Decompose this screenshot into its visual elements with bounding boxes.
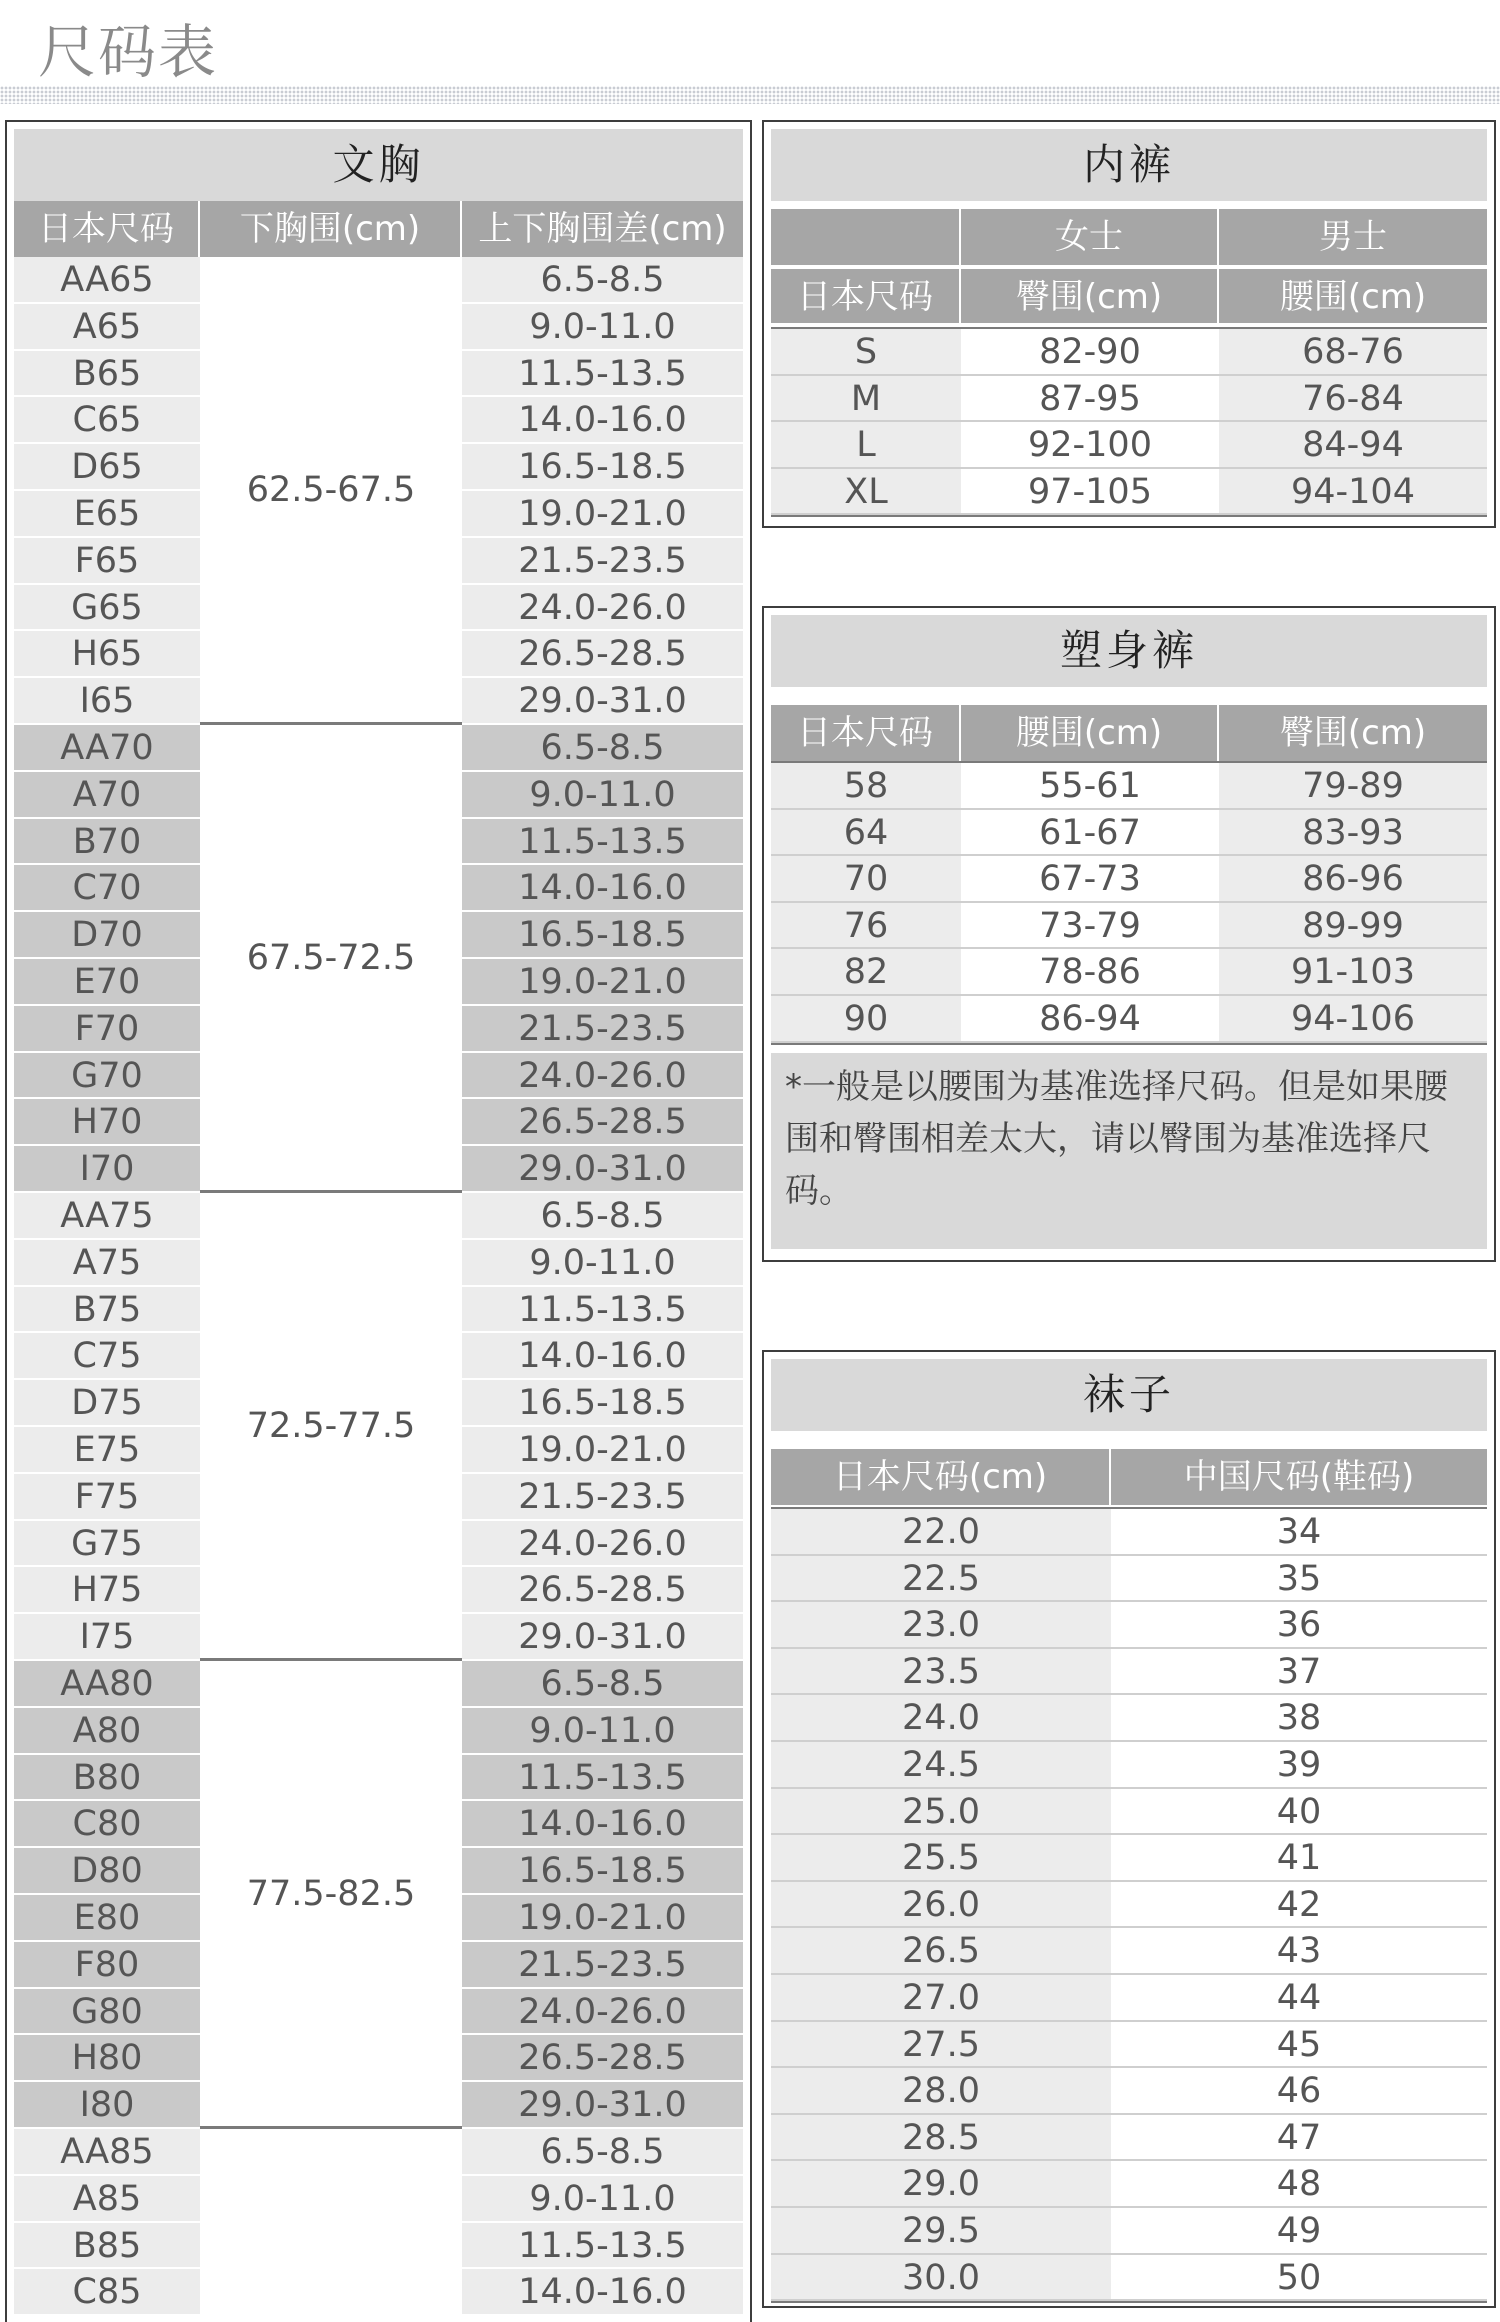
bra-difference-cell: 16.5-18.5	[462, 912, 743, 959]
shapewear-header-waist: 腰围(cm)	[961, 705, 1219, 761]
bra-underbust-cell: 72.5-77.5	[200, 1193, 462, 1658]
bra-size-group	[14, 257, 743, 725]
bra-size-group	[14, 1193, 743, 1661]
bra-difference-column	[462, 725, 743, 1190]
shapewear-table-row	[771, 810, 1487, 857]
shapewear-table-row	[771, 903, 1487, 950]
bra-size-cell: E65	[14, 491, 200, 538]
shapewear-table-row	[771, 949, 1487, 996]
bra-size-cell: E80	[14, 1895, 200, 1942]
panties-table-cell: L	[771, 422, 961, 467]
bra-header-underbust: 下胸围(cm)	[200, 201, 462, 257]
socks-table-cell: 26.5	[771, 1928, 1111, 1973]
panties-group-women: 女士	[961, 209, 1219, 265]
bra-difference-cell: 9.0-11.0	[462, 1708, 743, 1755]
bra-difference-cell: 26.5-28.5	[462, 2035, 743, 2082]
bra-difference-cell: 29.0-31.0	[462, 2082, 743, 2129]
socks-table-cell: 24.0	[771, 1695, 1111, 1740]
panties-panel-title: 内裤	[771, 129, 1487, 201]
bra-difference-column	[462, 1193, 743, 1658]
bra-size-column	[14, 1661, 200, 2126]
bra-size-cell: A65	[14, 304, 200, 351]
bra-size-group	[14, 725, 743, 1193]
bra-size-cell: I65	[14, 678, 200, 725]
socks-panel-title: 袜子	[771, 1359, 1487, 1431]
bra-size-cell: G75	[14, 1521, 200, 1568]
panties-table-body	[771, 327, 1487, 517]
socks-table-row	[771, 2115, 1487, 2162]
bra-difference-column	[462, 1661, 743, 2126]
socks-table-cell: 23.0	[771, 1602, 1111, 1647]
socks-table-cell: 40	[1111, 1789, 1487, 1834]
socks-table-cell: 35	[1111, 1556, 1487, 1601]
bra-difference-cell: 19.0-21.0	[462, 1427, 743, 1474]
bra-size-group	[14, 2129, 743, 2321]
bra-size-cell: E75	[14, 1427, 200, 1474]
bra-underbust-cell	[200, 2129, 462, 2321]
socks-table-cell: 22.0	[771, 1509, 1111, 1554]
bra-size-cell: G65	[14, 585, 200, 632]
bra-difference-cell: 9.0-11.0	[462, 2176, 743, 2223]
socks-table-header	[771, 1449, 1487, 1505]
bra-difference-cell: 9.0-11.0	[462, 304, 743, 351]
socks-table-cell: 44	[1111, 1975, 1487, 2020]
bra-difference-cell: 14.0-16.0	[462, 2269, 743, 2316]
bra-size-cell: I70	[14, 1146, 200, 1193]
panties-group-blank	[771, 209, 961, 265]
panties-table-cell: M	[771, 376, 961, 421]
socks-table-cell: 24.5	[771, 1742, 1111, 1787]
bra-size-cell: B75	[14, 1287, 200, 1334]
bra-difference-cell: 11.5-13.5	[462, 819, 743, 866]
socks-table-cell: 47	[1111, 2115, 1487, 2160]
socks-table-row	[771, 1975, 1487, 2022]
bra-size-cell: F65	[14, 538, 200, 585]
socks-table-cell: 29.0	[771, 2161, 1111, 2206]
shapewear-table-cell: 55-61	[961, 763, 1219, 808]
bra-difference-cell: 11.5-13.5	[462, 2223, 743, 2270]
panties-table-cell: 68-76	[1219, 329, 1487, 374]
socks-header-cn-size: 中国尺码(鞋码)	[1183, 1457, 1415, 1497]
socks-table-cell: 43	[1111, 1928, 1487, 1973]
bra-size-cell: B70	[14, 819, 200, 866]
title-divider	[0, 86, 1500, 104]
bra-size-cell: AA75	[14, 1193, 200, 1240]
bra-size-cell: AA65	[14, 257, 200, 304]
bra-difference-cell: 29.0-31.0	[462, 678, 743, 725]
bra-difference-cell: 14.0-16.0	[462, 1333, 743, 1380]
bra-difference-cell: 29.0-31.0	[462, 1146, 743, 1193]
bra-size-cell: F75	[14, 1474, 200, 1521]
socks-table-cell: 48	[1111, 2161, 1487, 2206]
shapewear-note: *一般是以腰围为基准选择尺码。但是如果腰围和臀围相差太大，请以臀围为基准选择尺码。	[771, 1053, 1487, 1249]
socks-table-row	[771, 1602, 1487, 1649]
bra-size-cell: C85	[14, 2269, 200, 2316]
bra-difference-cell: 6.5-8.5	[462, 1193, 743, 1240]
bra-size-cell: H75	[14, 1567, 200, 1614]
bra-size-cell: F70	[14, 1006, 200, 1053]
bra-size-cell: D65	[14, 444, 200, 491]
bra-difference-cell: 24.0-26.0	[462, 1989, 743, 2036]
socks-table-row	[771, 1509, 1487, 1556]
bra-difference-cell: 21.5-23.5	[462, 1474, 743, 1521]
panties-table-cell: 97-105	[961, 469, 1219, 514]
shapewear-table-cell: 78-86	[961, 949, 1219, 994]
bra-size-cell: AA85	[14, 2129, 200, 2176]
bra-underbust-cell: 77.5-82.5	[200, 1661, 462, 2126]
panties-table-header	[771, 267, 1487, 323]
bra-difference-cell: 19.0-21.0	[462, 959, 743, 1006]
bra-size-cell: C80	[14, 1801, 200, 1848]
socks-table-cell: 27.5	[771, 2022, 1111, 2067]
socks-table-cell: 39	[1111, 1742, 1487, 1787]
bra-size-cell: B65	[14, 351, 200, 398]
shapewear-table-cell: 86-96	[1219, 856, 1487, 901]
bra-size-cell: C65	[14, 397, 200, 444]
socks-table-cell: 34	[1111, 1509, 1487, 1554]
bra-size-cell: A80	[14, 1708, 200, 1755]
bra-difference-cell: 6.5-8.5	[462, 1661, 743, 1708]
socks-table-cell: 42	[1111, 1882, 1487, 1927]
shapewear-table-cell: 58	[771, 763, 961, 808]
bra-difference-cell: 21.5-23.5	[462, 1006, 743, 1053]
socks-table-row	[771, 1882, 1487, 1929]
bra-difference-cell: 21.5-23.5	[462, 538, 743, 585]
page-title: 尺码表	[38, 18, 219, 86]
socks-table-cell: 25.5	[771, 1835, 1111, 1880]
bra-size-cell: G80	[14, 1989, 200, 2036]
shapewear-table-cell: 70	[771, 856, 961, 901]
panties-table-row	[771, 376, 1487, 423]
shapewear-table-row	[771, 996, 1487, 1043]
bra-underbust-cell: 62.5-67.5	[200, 257, 462, 722]
panties-table-cell: 84-94	[1219, 422, 1487, 467]
panties-group-men: 男士	[1319, 217, 1387, 257]
socks-table-row	[771, 1742, 1487, 1789]
shapewear-table-cell: 89-99	[1219, 903, 1487, 948]
socks-header-jp-size: 日本尺码(cm)	[771, 1449, 1111, 1505]
socks-table-cell: 26.0	[771, 1882, 1111, 1927]
bra-table-body	[14, 257, 743, 2321]
bra-size-group	[14, 1661, 743, 2129]
socks-table-cell: 23.5	[771, 1649, 1111, 1694]
bra-size-cell: H65	[14, 631, 200, 678]
socks-size-panel	[762, 1350, 1496, 2308]
shapewear-table-cell: 64	[771, 810, 961, 855]
panties-table-row	[771, 469, 1487, 516]
bra-size-cell: C70	[14, 865, 200, 912]
socks-table-row	[771, 2208, 1487, 2255]
bra-difference-cell: 21.5-23.5	[462, 1942, 743, 1989]
bra-difference-cell: 19.0-21.0	[462, 491, 743, 538]
socks-table-cell: 46	[1111, 2068, 1487, 2113]
shapewear-table-cell: 94-106	[1219, 996, 1487, 1041]
bra-size-cell: D70	[14, 912, 200, 959]
bra-difference-cell: 16.5-18.5	[462, 444, 743, 491]
bra-size-cell: E70	[14, 959, 200, 1006]
bra-size-cell: B85	[14, 2223, 200, 2270]
socks-table-cell: 45	[1111, 2022, 1487, 2067]
bra-underbust-cell: 67.5-72.5	[200, 725, 462, 1190]
socks-table-cell: 49	[1111, 2208, 1487, 2253]
bra-difference-cell: 9.0-11.0	[462, 1240, 743, 1287]
bra-size-column	[14, 2129, 200, 2321]
socks-table-cell: 27.0	[771, 1975, 1111, 2020]
panties-table-row	[771, 329, 1487, 376]
socks-table-row	[771, 2255, 1487, 2302]
socks-table-row	[771, 1928, 1487, 1975]
bra-difference-cell: 9.0-11.0	[462, 772, 743, 819]
shapewear-table-row	[771, 856, 1487, 903]
panties-table-cell: 92-100	[961, 422, 1219, 467]
socks-table-cell: 50	[1111, 2255, 1487, 2300]
panties-header-hip: 臀围(cm)	[961, 269, 1219, 323]
shapewear-header-hip: 臀围(cm)	[1279, 713, 1427, 753]
bra-header-size: 日本尺码	[14, 201, 200, 257]
shapewear-table-cell: 83-93	[1219, 810, 1487, 855]
shapewear-header-size: 日本尺码	[771, 705, 961, 761]
panties-table-cell: XL	[771, 469, 961, 514]
bra-size-cell: AA70	[14, 725, 200, 772]
bra-difference-cell: 26.5-28.5	[462, 1567, 743, 1614]
bra-difference-cell: 24.0-26.0	[462, 585, 743, 632]
socks-table-cell: 36	[1111, 1602, 1487, 1647]
socks-table-row	[771, 2068, 1487, 2115]
bra-size-cell: AA80	[14, 1661, 200, 1708]
bra-size-cell: H80	[14, 2035, 200, 2082]
panties-table-cell: 82-90	[961, 329, 1219, 374]
bra-size-panel	[5, 120, 752, 2322]
bra-difference-cell: 6.5-8.5	[462, 725, 743, 772]
socks-table-row	[771, 1556, 1487, 1603]
panties-table-cell: 87-95	[961, 376, 1219, 421]
panties-table-cell: S	[771, 329, 961, 374]
panties-table-row	[771, 422, 1487, 469]
bra-difference-column	[462, 2129, 743, 2321]
shapewear-size-panel	[762, 606, 1496, 1262]
bra-difference-cell: 14.0-16.0	[462, 397, 743, 444]
bra-difference-cell: 11.5-13.5	[462, 1755, 743, 1802]
bra-difference-cell: 11.5-13.5	[462, 1287, 743, 1334]
bra-difference-cell: 14.0-16.0	[462, 865, 743, 912]
shapewear-table-cell: 79-89	[1219, 763, 1487, 808]
socks-table-body	[771, 1507, 1487, 2303]
bra-size-cell: H70	[14, 1099, 200, 1146]
panties-size-panel	[762, 120, 1496, 528]
socks-table-cell: 29.5	[771, 2208, 1111, 2253]
panties-header-size: 日本尺码	[771, 269, 961, 323]
bra-table-header	[14, 201, 743, 257]
socks-table-row	[771, 2022, 1487, 2069]
bra-difference-cell: 14.0-16.0	[462, 1801, 743, 1848]
socks-table-row	[771, 1649, 1487, 1696]
shapewear-table-cell: 73-79	[961, 903, 1219, 948]
socks-table-cell: 41	[1111, 1835, 1487, 1880]
bra-size-cell: B80	[14, 1755, 200, 1802]
bra-difference-cell: 11.5-13.5	[462, 351, 743, 398]
shapewear-table-header	[771, 705, 1487, 761]
bra-size-cell: C75	[14, 1333, 200, 1380]
socks-table-cell: 28.5	[771, 2115, 1111, 2160]
bra-panel-title: 文胸	[14, 129, 743, 201]
shapewear-table-cell: 90	[771, 996, 961, 1041]
bra-difference-cell: 19.0-21.0	[462, 1895, 743, 1942]
socks-table-cell: 28.0	[771, 2068, 1111, 2113]
bra-difference-cell: 24.0-26.0	[462, 1521, 743, 1568]
bra-difference-column	[462, 257, 743, 722]
bra-size-cell: I75	[14, 1614, 200, 1661]
socks-table-cell: 37	[1111, 1649, 1487, 1694]
shapewear-table-cell: 86-94	[961, 996, 1219, 1041]
bra-header-difference: 上下胸围差(cm)	[478, 209, 727, 249]
socks-table-row	[771, 1835, 1487, 1882]
bra-size-cell: I80	[14, 2082, 200, 2129]
bra-difference-cell: 16.5-18.5	[462, 1380, 743, 1427]
shapewear-table-cell: 76	[771, 903, 961, 948]
shapewear-table-cell: 61-67	[961, 810, 1219, 855]
shapewear-table-cell: 67-73	[961, 856, 1219, 901]
bra-size-cell: G70	[14, 1053, 200, 1100]
panties-table-cell: 76-84	[1219, 376, 1487, 421]
bra-size-cell: F80	[14, 1942, 200, 1989]
bra-size-column	[14, 725, 200, 1190]
bra-size-cell: A75	[14, 1240, 200, 1287]
bra-size-cell: A70	[14, 772, 200, 819]
bra-difference-cell: 26.5-28.5	[462, 1099, 743, 1146]
panties-header-waist: 腰围(cm)	[1279, 277, 1427, 317]
socks-table-cell: 30.0	[771, 2255, 1111, 2300]
socks-table-row	[771, 1695, 1487, 1742]
bra-size-cell: D75	[14, 1380, 200, 1427]
bra-difference-cell: 6.5-8.5	[462, 257, 743, 304]
shapewear-table-cell: 91-103	[1219, 949, 1487, 994]
socks-table-cell: 25.0	[771, 1789, 1111, 1834]
bra-size-cell: A85	[14, 2176, 200, 2223]
shapewear-table-body	[771, 761, 1487, 1045]
bra-size-column	[14, 257, 200, 722]
shapewear-panel-title: 塑身裤	[771, 615, 1487, 687]
bra-difference-cell: 24.0-26.0	[462, 1053, 743, 1100]
socks-table-cell: 38	[1111, 1695, 1487, 1740]
bra-difference-cell: 26.5-28.5	[462, 631, 743, 678]
socks-table-row	[771, 1789, 1487, 1836]
bra-difference-cell: 16.5-18.5	[462, 1848, 743, 1895]
bra-size-cell: D80	[14, 1848, 200, 1895]
bra-difference-cell: 29.0-31.0	[462, 1614, 743, 1661]
socks-table-cell: 22.5	[771, 1556, 1111, 1601]
shapewear-table-cell: 82	[771, 949, 961, 994]
bra-difference-cell: 6.5-8.5	[462, 2129, 743, 2176]
socks-table-row	[771, 2161, 1487, 2208]
panties-table-cell: 94-104	[1219, 469, 1487, 514]
shapewear-table-row	[771, 763, 1487, 810]
bra-size-column	[14, 1193, 200, 1658]
panties-group-header	[771, 209, 1487, 265]
